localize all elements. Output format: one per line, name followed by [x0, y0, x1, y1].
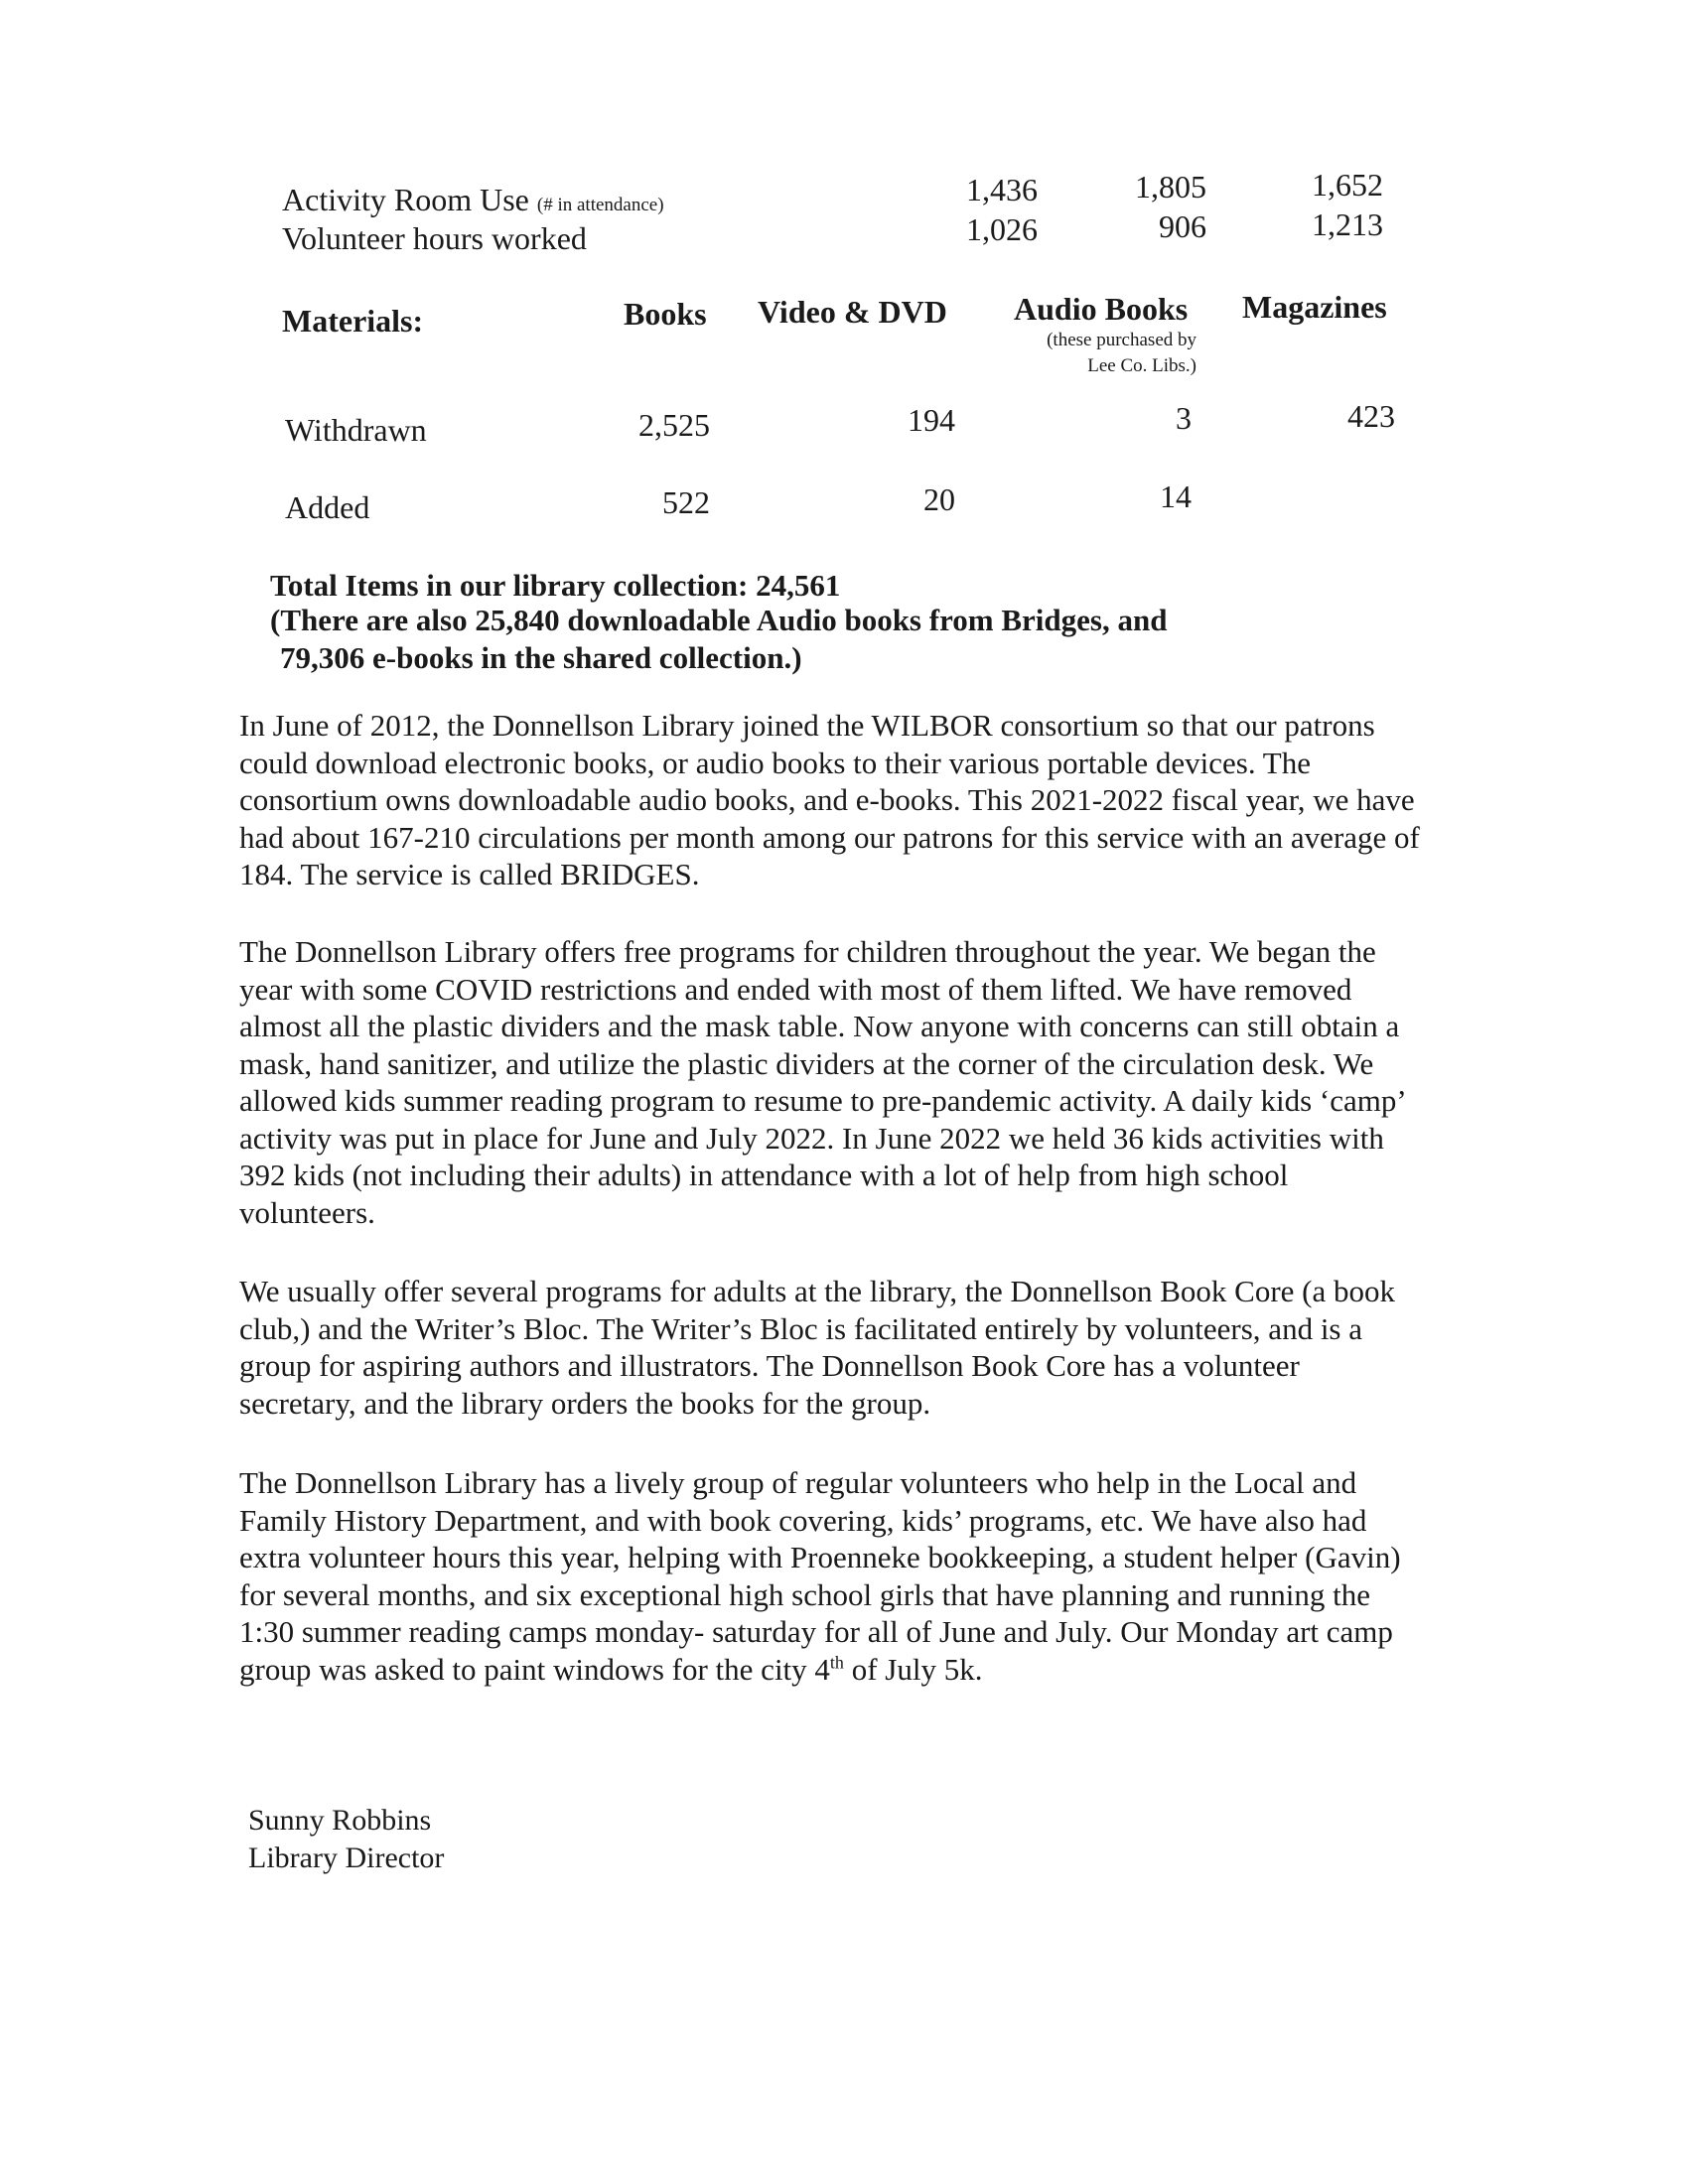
audio-note-line-1: (these purchased by	[1047, 330, 1196, 350]
paragraph-children-programs: The Donnellson Library offers free programs for children throughout the year. We began the year with some COVID restrictions and ended with most of them lifted. We have removed almost all the plastic dividers and the mask table. Now anyone with concerns can still obtain a mask, hand sanitizer, and utilize the plastic dividers at the corner of the circulation desk. We allowed kids summer reading program to resume to pre-pandemic activity. A daily kids ‘camp’ activity was put in place for June and July 2022. In June 2022 we held 36 kids activities with 392 kids (not including their adults) in attendance with a lot of help from high school volunteers.	[239, 934, 1405, 1230]
added-video: 20	[923, 481, 955, 517]
paragraph-adult-programs: We usually offer several programs for adults at the library, the Donnellson Book Core (a book club,) and the Writer’s Bloc. The Writer’s Bloc is facilitated entirely by volunteers, and is a group for aspiring authors and illustrators. The Donnellson Book Core has a volunteer secretary, and the library orders the books for the group.	[239, 1274, 1395, 1421]
row-label-added: Added	[285, 489, 370, 525]
signature-block	[248, 1802, 444, 1877]
withdrawn-audio: 3	[1176, 400, 1192, 436]
paragraph-volunteers-end: of July 5k.	[843, 1651, 983, 1687]
volunteer-hours-value-2: 906	[1159, 208, 1206, 244]
activity-room-value-2: 1,805	[1135, 169, 1206, 205]
withdrawn-magazines: 423	[1347, 398, 1395, 434]
total-items-line: Total Items in our library collection: 24,561	[270, 568, 841, 603]
col-header-audio-books: Audio Books	[1014, 291, 1189, 327]
materials-header-label: Materials:	[282, 303, 424, 339]
added-books: 522	[662, 484, 710, 520]
volunteer-hours-label: Volunteer hours worked	[282, 220, 587, 256]
col-header-books: Books	[624, 296, 707, 332]
paragraph-volunteers-superscript: th	[829, 1652, 844, 1673]
volunteer-hours-value-1: 1,026	[966, 211, 1038, 247]
total-items-note-line-1: (There are also 25,840 downloadable Audio books from Bridges, and	[270, 603, 1168, 637]
volunteer-hours-value-3: 1,213	[1312, 206, 1383, 242]
paragraph-volunteers-main: The Donnellson Library has a lively group of regular volunteers who help in the Local and Family History Department, and with book covering, kids’ programs, etc. We have also had extra volunteer hours this year, helping with Proenneke bookkeeping, a student helper (Gavin) for several months, and six exceptional high school girls that have planning and running the 1:30 summer reading camps monday- saturday for all of June and July. Our Monday art camp group was asked to paint windows for the city 4	[239, 1465, 1401, 1687]
activity-room-label: Activity Room Use	[282, 182, 529, 217]
signature-name: Sunny Robbins	[248, 1804, 432, 1837]
total-items-note-line-2: 79,306 e-books in the shared collection.)	[280, 640, 802, 675]
signature-title: Library Director	[248, 1842, 445, 1874]
col-header-video-dvd: Video & DVD	[758, 294, 947, 330]
added-audio: 14	[1160, 478, 1192, 514]
col-header-magazines: Magazines	[1242, 289, 1387, 325]
audio-note-line-2: Lee Co. Libs.)	[1087, 355, 1196, 376]
paragraph-bridges: In June of 2012, the Donnellson Library joined the WILBOR consortium so that our patrons could download electronic books, or audio books to their various portable devices. The consortium owns downloadable audio books, and e-books. This 2021-2022 fiscal year, we have had about 167-210 circulations per month among our patrons for this service with an average of 184. The service is called BRIDGES.	[239, 708, 1420, 891]
activity-room-row	[282, 182, 664, 218]
activity-room-value-3: 1,652	[1312, 167, 1383, 203]
paragraph-volunteers	[239, 1464, 1421, 1688]
audio-books-note	[993, 328, 1196, 379]
activity-room-value-1: 1,436	[966, 172, 1038, 207]
withdrawn-video: 194	[908, 402, 955, 438]
withdrawn-books: 2,525	[638, 407, 710, 443]
row-label-withdrawn: Withdrawn	[285, 412, 427, 448]
activity-room-note: (# in attendance)	[536, 195, 664, 215]
